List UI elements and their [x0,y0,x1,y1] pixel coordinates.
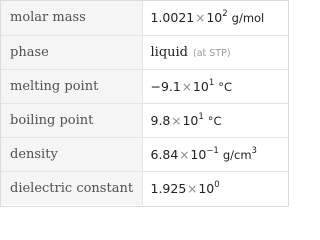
properties-table [1,1,288,205]
value-unit: °C [218,79,233,94]
table-row [1,137,288,171]
unit-exponent: 3 [251,145,257,156]
times-sign: × [187,181,198,196]
value-unit: g/cm [222,147,252,162]
times-sign: × [179,147,190,162]
value-exponent: 1 [208,77,215,88]
property-value [142,171,288,205]
property-label: melting point [1,69,142,103]
property-value [142,103,288,137]
value-base: 10 [198,180,215,196]
value-base: 10 [190,146,207,162]
property-label: molar mass [1,1,142,35]
table-row [1,69,288,103]
value-exponent: 0 [214,179,220,190]
table-row [1,171,288,205]
value-base: 10 [206,10,223,26]
property-label: boiling point [1,103,142,137]
value-note: (at STP) [193,48,231,59]
value-unit: °C [207,113,222,128]
value-exponent: −1 [206,145,219,156]
table-row [1,103,288,137]
value-mantissa: 1.925 [150,180,187,196]
value-exponent: 2 [222,9,228,20]
table-row [1,35,288,69]
property-label: dielectric constant [1,171,142,205]
property-label: phase [1,35,142,69]
times-sign: × [195,11,206,26]
value-mantissa: 1.0021 [150,10,195,26]
value-base: 10 [192,78,209,94]
table-row [1,1,288,35]
value-text: liquid [150,45,188,60]
value-mantissa: 6.84 [150,146,179,162]
property-label: density [1,137,142,171]
property-value [142,1,288,35]
property-value [142,137,288,171]
property-value [142,35,288,69]
value-base: 10 [182,112,199,128]
property-value [142,69,288,103]
times-sign: × [181,79,192,94]
value-exponent: 1 [198,111,204,122]
value-unit: g/mol [231,11,265,26]
value-mantissa: 9.8 [150,112,171,128]
times-sign: × [171,113,182,128]
value-mantissa: −9.1 [150,78,181,94]
